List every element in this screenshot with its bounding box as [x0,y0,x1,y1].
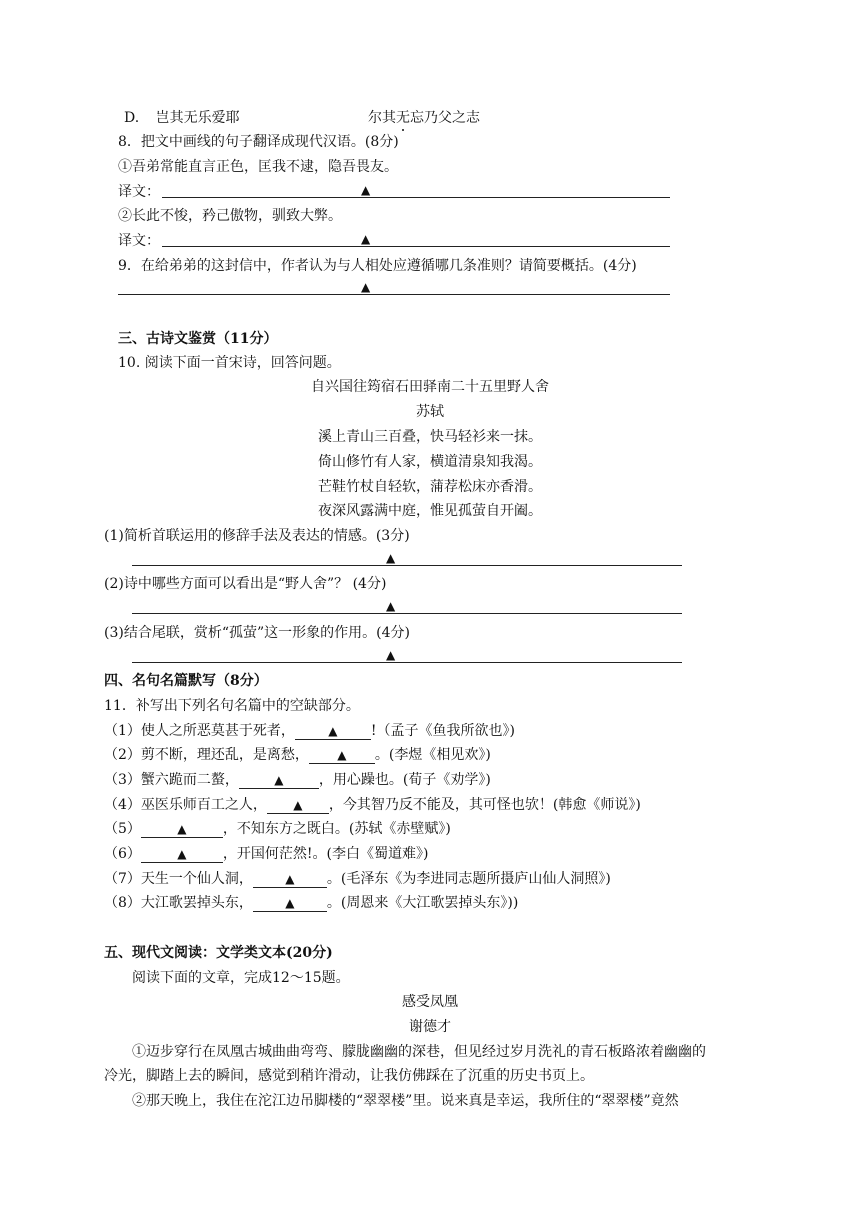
answer-marker: ▲ [361,232,371,246]
answer-marker: ▲ [361,280,371,294]
q8-answer-label-2: 译文： [118,233,160,249]
poem-line: 芒鞋竹杖自轻软，蒲荐松床亦香滑。 [318,479,542,495]
poem-line: 倚山修竹有人家，横道清泉知我渴。 [318,454,542,470]
answer-marker: ▲ [361,183,371,197]
q10-sub-2: (2)诗中哪些方面可以看出是“野人舍”？ (4分) [104,576,387,592]
article-author: 谢德才 [409,1019,451,1035]
fill-blank[interactable]: ▲ [141,821,223,838]
paragraph-2-line-1: ②那天晚上，我住在沱江边吊脚楼的“翠翠楼”里。说来真是幸运，我所住的“翠翠楼”竟然 [132,1093,679,1109]
answer-line-10-3[interactable] [132,662,682,663]
q10-sub-1: (1)简析首联运用的修辞手法及表达的情感。(3分) [104,528,410,544]
paragraph-1-line-1: ①迈步穿行在凤凰古城曲曲弯弯、朦胧幽幽的深巷，但见经过岁月洗礼的青石板路浓着幽幽的 [132,1044,706,1060]
option-d-text-a: 岂其无乐爱耶 [155,110,240,126]
poem-line: 溪上青山三百叠，快马轻衫来一抹。 [318,429,542,445]
q8-sentence-1: ①吾弟常能直言正色，匡我不逮，隐吾畏友。 [118,159,398,175]
poem-title: 自兴国往筠宿石田驿南二十五里野人舍 [311,379,549,395]
answer-line-10-2[interactable] [132,613,682,614]
q10-prompt: 10. 阅读下面一首宋诗，回答问题。 [118,355,341,371]
article-title: 感受凤凰 [402,994,458,1010]
q8-answer-label-1: 译文： [118,184,160,200]
answer-line-10-1[interactable] [132,565,682,566]
option-label: D. [124,110,140,126]
emphasis-dot-char: 无 [396,110,410,126]
section-5-heading: 五、现代文阅读：文学类文本(20分) [104,945,333,961]
answer-line-8-1[interactable] [162,197,670,198]
fill-item-3: （3）蟹六跪而二螯， ▲ ，用心躁也。(荀子《劝学》) [104,772,491,788]
paragraph-1-line-2: 冷光，脚踏上去的瞬间，感觉到稍许滑动，让我仿佛踩在了沉重的历史书页上。 [104,1068,594,1084]
q11-prompt: 11．补写出下列名句名篇中的空缺部分。 [104,698,360,714]
answer-marker: ▲ [386,648,396,662]
section-3-heading: 三、古诗文鉴赏（11分） [118,331,278,347]
fill-blank[interactable]: ▲ [253,895,327,912]
fill-item-4: （4）巫医乐师百工之人， ▲ ，今其智乃反不能及，其可怪也欤！(韩愈《师说》) [104,797,641,813]
q8-sentence-2: ②长此不悛，矜己傲物，驯致大弊。 [118,208,342,224]
q7-option-d [124,108,240,128]
poem-line: 夜深风露满中庭，惟见孤萤自开阖。 [318,503,542,519]
fill-item-1: （1）使人之所恶莫甚于死者， ▲ !（孟子《鱼我所欲也》) [104,723,516,739]
q9-prompt: 9．在给弟弟的这封信中，作者认为与人相处应遵循哪几条准则？请简要概括。(4分) [118,258,637,274]
fill-blank[interactable]: ▲ [309,747,375,764]
answer-line-9[interactable] [118,294,670,295]
fill-item-7: （7）天生一个仙人洞， ▲ 。(毛泽东《为李进同志题所摄庐山仙人洞照》) [104,871,611,887]
fill-item-5: （5） ▲ ，不知东方之既白。(苏轼《赤壁赋》) [104,821,451,837]
q8-prompt: 8．把文中画线的句子翻译成现代汉语。(8分) [118,134,399,150]
q10-sub-3: (3)结合尾联，赏析“孤萤”这一形象的作用。(4分) [104,625,410,641]
fill-blank[interactable]: ▲ [295,723,371,740]
fill-blank[interactable]: ▲ [239,772,319,789]
fill-item-2: （2）剪不断，理还乱，是离愁， ▲ 。(李煜《相见欢》) [104,747,491,763]
fill-item-6: （6） ▲ ，开国何茫然!。(李白《蜀道难》) [104,846,429,862]
answer-marker: ▲ [386,599,396,613]
answer-line-8-2[interactable] [162,246,670,247]
fill-blank[interactable]: ▲ [267,797,329,814]
poem-author: 苏轼 [416,404,444,420]
reading-intro: 阅读下面的文章，完成12～15题。 [132,970,350,986]
answer-marker: ▲ [386,551,396,565]
fill-item-8: （8）大江歌罢掉头东， ▲ 。(周恩来《大江歌罢掉头东》)) [104,895,519,911]
fill-blank[interactable]: ▲ [253,871,327,888]
option-d-text-b: 尔其无忘乃父之志 [368,110,480,126]
fill-blank[interactable]: ▲ [141,846,223,863]
section-4-heading: 四、名句名篇默写（8分） [104,673,268,689]
